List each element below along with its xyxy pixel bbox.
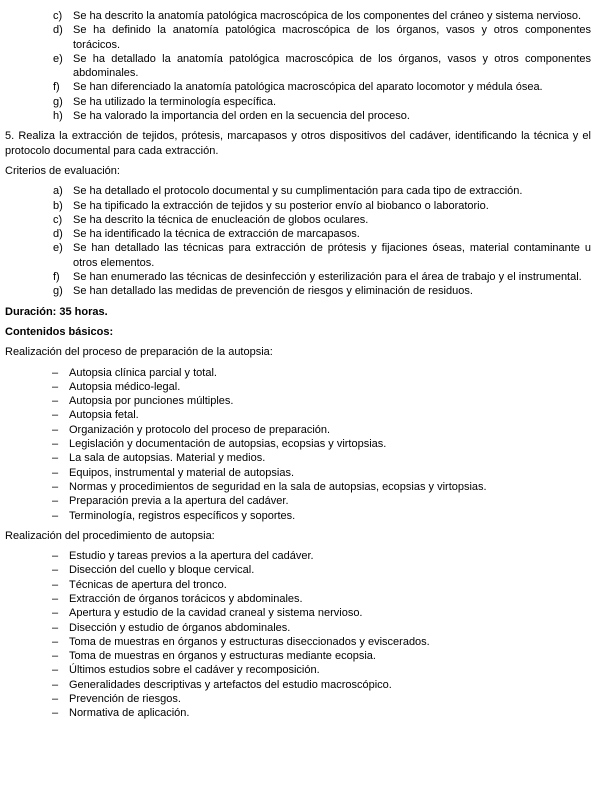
list-item: [5, 678, 591, 692]
item-text: Se han detallado las técnicas para extracción de prótesis y fijaciones óseas, material contaminante u otros elementos.: [73, 242, 591, 269]
item-text: Autopsia clínica parcial y total.: [69, 366, 217, 379]
item-text: La sala de autopsias. Material y medios.: [69, 452, 266, 465]
dash-marker: –: [52, 550, 59, 563]
item-letter-label: b): [53, 199, 63, 212]
dash-marker: –: [52, 707, 59, 720]
list-item: [5, 480, 591, 494]
item-text: Disección del cuello y bloque cervical.: [69, 564, 255, 577]
list-item: [5, 423, 591, 437]
item-text: Se ha valorado la importancia del orden en la secuencia del proceso.: [73, 110, 410, 123]
dash-marker: –: [52, 438, 59, 451]
contents-block-2-list: [5, 549, 591, 721]
item-letter-label: g): [53, 95, 63, 108]
dash-marker: –: [52, 380, 59, 393]
dash-marker: –: [52, 678, 59, 691]
duration-heading: Duración: 35 horas.: [5, 305, 108, 318]
list-item: [5, 549, 591, 563]
item-letter-label: d): [53, 24, 63, 37]
item-letter-label: c): [53, 10, 63, 22]
item-text: Equipos, instrumental y material de autopsias.: [69, 466, 295, 479]
dash-marker: –: [52, 423, 59, 436]
list-item: [5, 95, 591, 109]
list-item: [5, 494, 591, 508]
item-text: Extracción de órganos torácicos y abdominales.: [69, 592, 303, 605]
list-item: [5, 509, 591, 523]
item-text: Se ha tipificado la extracción de tejidos y su posterior envío al biobanco o laboratorio.: [73, 199, 489, 212]
intro-criteria-list: [5, 9, 591, 123]
list-item: [5, 9, 591, 23]
item-text: Se ha identificado la técnica de extracción de marcapasos.: [73, 228, 360, 241]
item-text: Legislación y documentación de autopsias, ecopsias y virtopsias.: [69, 438, 387, 451]
item-text: Se ha descrito la técnica de enucleación de globos oculares.: [73, 213, 369, 226]
dash-marker: –: [52, 466, 59, 479]
list-item: [5, 80, 591, 94]
item-text: Últimos estudios sobre el cadáver y recomposición.: [69, 664, 320, 677]
learning-outcome-5-paragraph: 5. Realiza la extracción de tejidos, prótesis, marcapasos y otros dispositivos del cadáver, identificando la técnica y el protocolo documental para cada extracción.: [5, 130, 591, 157]
item-text: Se han diferenciado la anatomía patológica macroscópica del aparato locomotor y médula ósea.: [73, 81, 543, 94]
list-item: [5, 635, 591, 649]
dash-marker: –: [52, 621, 59, 634]
list-item: [5, 466, 591, 480]
list-item: [5, 437, 591, 451]
item-text: Autopsia fetal.: [69, 409, 139, 422]
item-text: Normativa de aplicación.: [69, 707, 190, 720]
item-text: Prevención de riesgos.: [69, 693, 181, 706]
list-item: [5, 692, 591, 706]
item-text: Toma de muestras en órganos y estructuras diseccionados y eviscerados.: [69, 635, 430, 648]
dash-marker: –: [52, 395, 59, 408]
dash-marker: –: [52, 578, 59, 591]
dash-marker: –: [52, 452, 59, 465]
list-item: [5, 408, 591, 422]
list-item: [5, 606, 591, 620]
item-text: Autopsia médico-legal.: [69, 380, 181, 393]
criteria-list-5: [5, 184, 591, 298]
dash-marker: –: [52, 366, 59, 379]
list-item: [5, 380, 591, 394]
item-text: Técnicas de apertura del tronco.: [69, 578, 227, 591]
list-item: [5, 563, 591, 577]
item-text: Disección y estudio de órganos abdominales.: [69, 621, 291, 634]
list-item: [5, 663, 591, 677]
item-letter-label: a): [53, 185, 63, 198]
item-text: Organización y protocolo del proceso de preparación.: [69, 423, 331, 436]
list-item: [5, 184, 591, 198]
item-letter-label: f): [53, 271, 60, 284]
dash-marker: –: [52, 592, 59, 605]
dash-marker: –: [52, 509, 59, 522]
item-text: Estudio y tareas previos a la apertura del cadáver.: [69, 550, 314, 563]
item-text: Se ha utilizado la terminología específica.: [73, 95, 277, 108]
list-item: [5, 213, 591, 227]
item-text: Se ha detallado la anatomía patológica macroscópica de los órganos, vasos y otros componentes abdominales.: [73, 52, 591, 80]
dash-marker: –: [52, 480, 59, 493]
list-item: [5, 227, 591, 241]
list-item: [5, 23, 591, 52]
item-text: Normas y procedimientos de seguridad en la sala de autopsias, ecopsias y virtopsias.: [69, 480, 487, 493]
list-item: [5, 592, 591, 606]
list-item: [5, 649, 591, 663]
dash-marker: –: [52, 693, 59, 706]
dash-marker: –: [52, 409, 59, 422]
contents-block-1-heading: Realización del proceso de preparación de la autopsia:: [5, 346, 273, 359]
list-item: [5, 366, 591, 380]
item-text: Terminología, registros específicos y soportes.: [69, 509, 296, 522]
item-text: Apertura y estudio de la cavidad craneal y sistema nervioso.: [69, 607, 363, 620]
item-letter-label: c): [53, 213, 63, 226]
item-text: Autopsia por punciones múltiples.: [69, 395, 234, 408]
contents-block-2-heading: Realización del procedimiento de autopsia:: [5, 529, 215, 542]
item-text: Se han detallado las medidas de prevención de riesgos y eliminación de residuos.: [73, 285, 473, 298]
dash-marker: –: [52, 635, 59, 648]
item-text: Se ha definido la anatomía patológica macroscópica de los órganos, vasos y otros componentes torácicos.: [73, 24, 591, 51]
criteria-heading: Criterios de evaluación:: [5, 164, 120, 177]
item-text: Generalidades descriptivas y artefactos del estudio macroscópico.: [69, 678, 392, 691]
item-text: Toma de muestras en órganos y estructuras mediante ecopsia.: [69, 650, 376, 663]
list-item: [5, 270, 591, 284]
item-letter-label: g): [53, 285, 63, 298]
item-letter-label: d): [53, 228, 63, 241]
item-letter-label: f): [53, 81, 60, 94]
list-item: [5, 578, 591, 592]
item-letter-label: e): [53, 242, 63, 255]
item-text: Se han enumerado las técnicas de desinfección y esterilización para el área de trabajo y el instrumental.: [73, 271, 582, 284]
dash-marker: –: [52, 664, 59, 677]
list-item: [5, 706, 591, 720]
contents-block-1-list: [5, 366, 591, 523]
dash-marker: –: [52, 607, 59, 620]
list-item: [5, 52, 591, 81]
item-text: Se ha descrito la anatomía patológica macroscópica de los componentes del cráneo y sistema nervioso.: [73, 10, 582, 22]
item-letter-label: h): [53, 110, 63, 123]
list-item: [5, 109, 591, 123]
list-item: [5, 241, 591, 270]
dash-marker: –: [52, 650, 59, 663]
list-item: [5, 199, 591, 213]
dash-marker: –: [52, 495, 59, 508]
item-letter-label: e): [53, 52, 63, 65]
item-text: Preparación previa a la apertura del cadáver.: [69, 495, 289, 508]
dash-marker: –: [52, 564, 59, 577]
list-item: [5, 621, 591, 635]
item-text: Se ha detallado el protocolo documental y su cumplimentación para cada tipo de extracción.: [73, 185, 523, 198]
list-item: [5, 394, 591, 408]
list-item: [5, 451, 591, 465]
list-item: [5, 284, 591, 298]
basic-contents-heading: Contenidos básicos:: [5, 325, 114, 338]
